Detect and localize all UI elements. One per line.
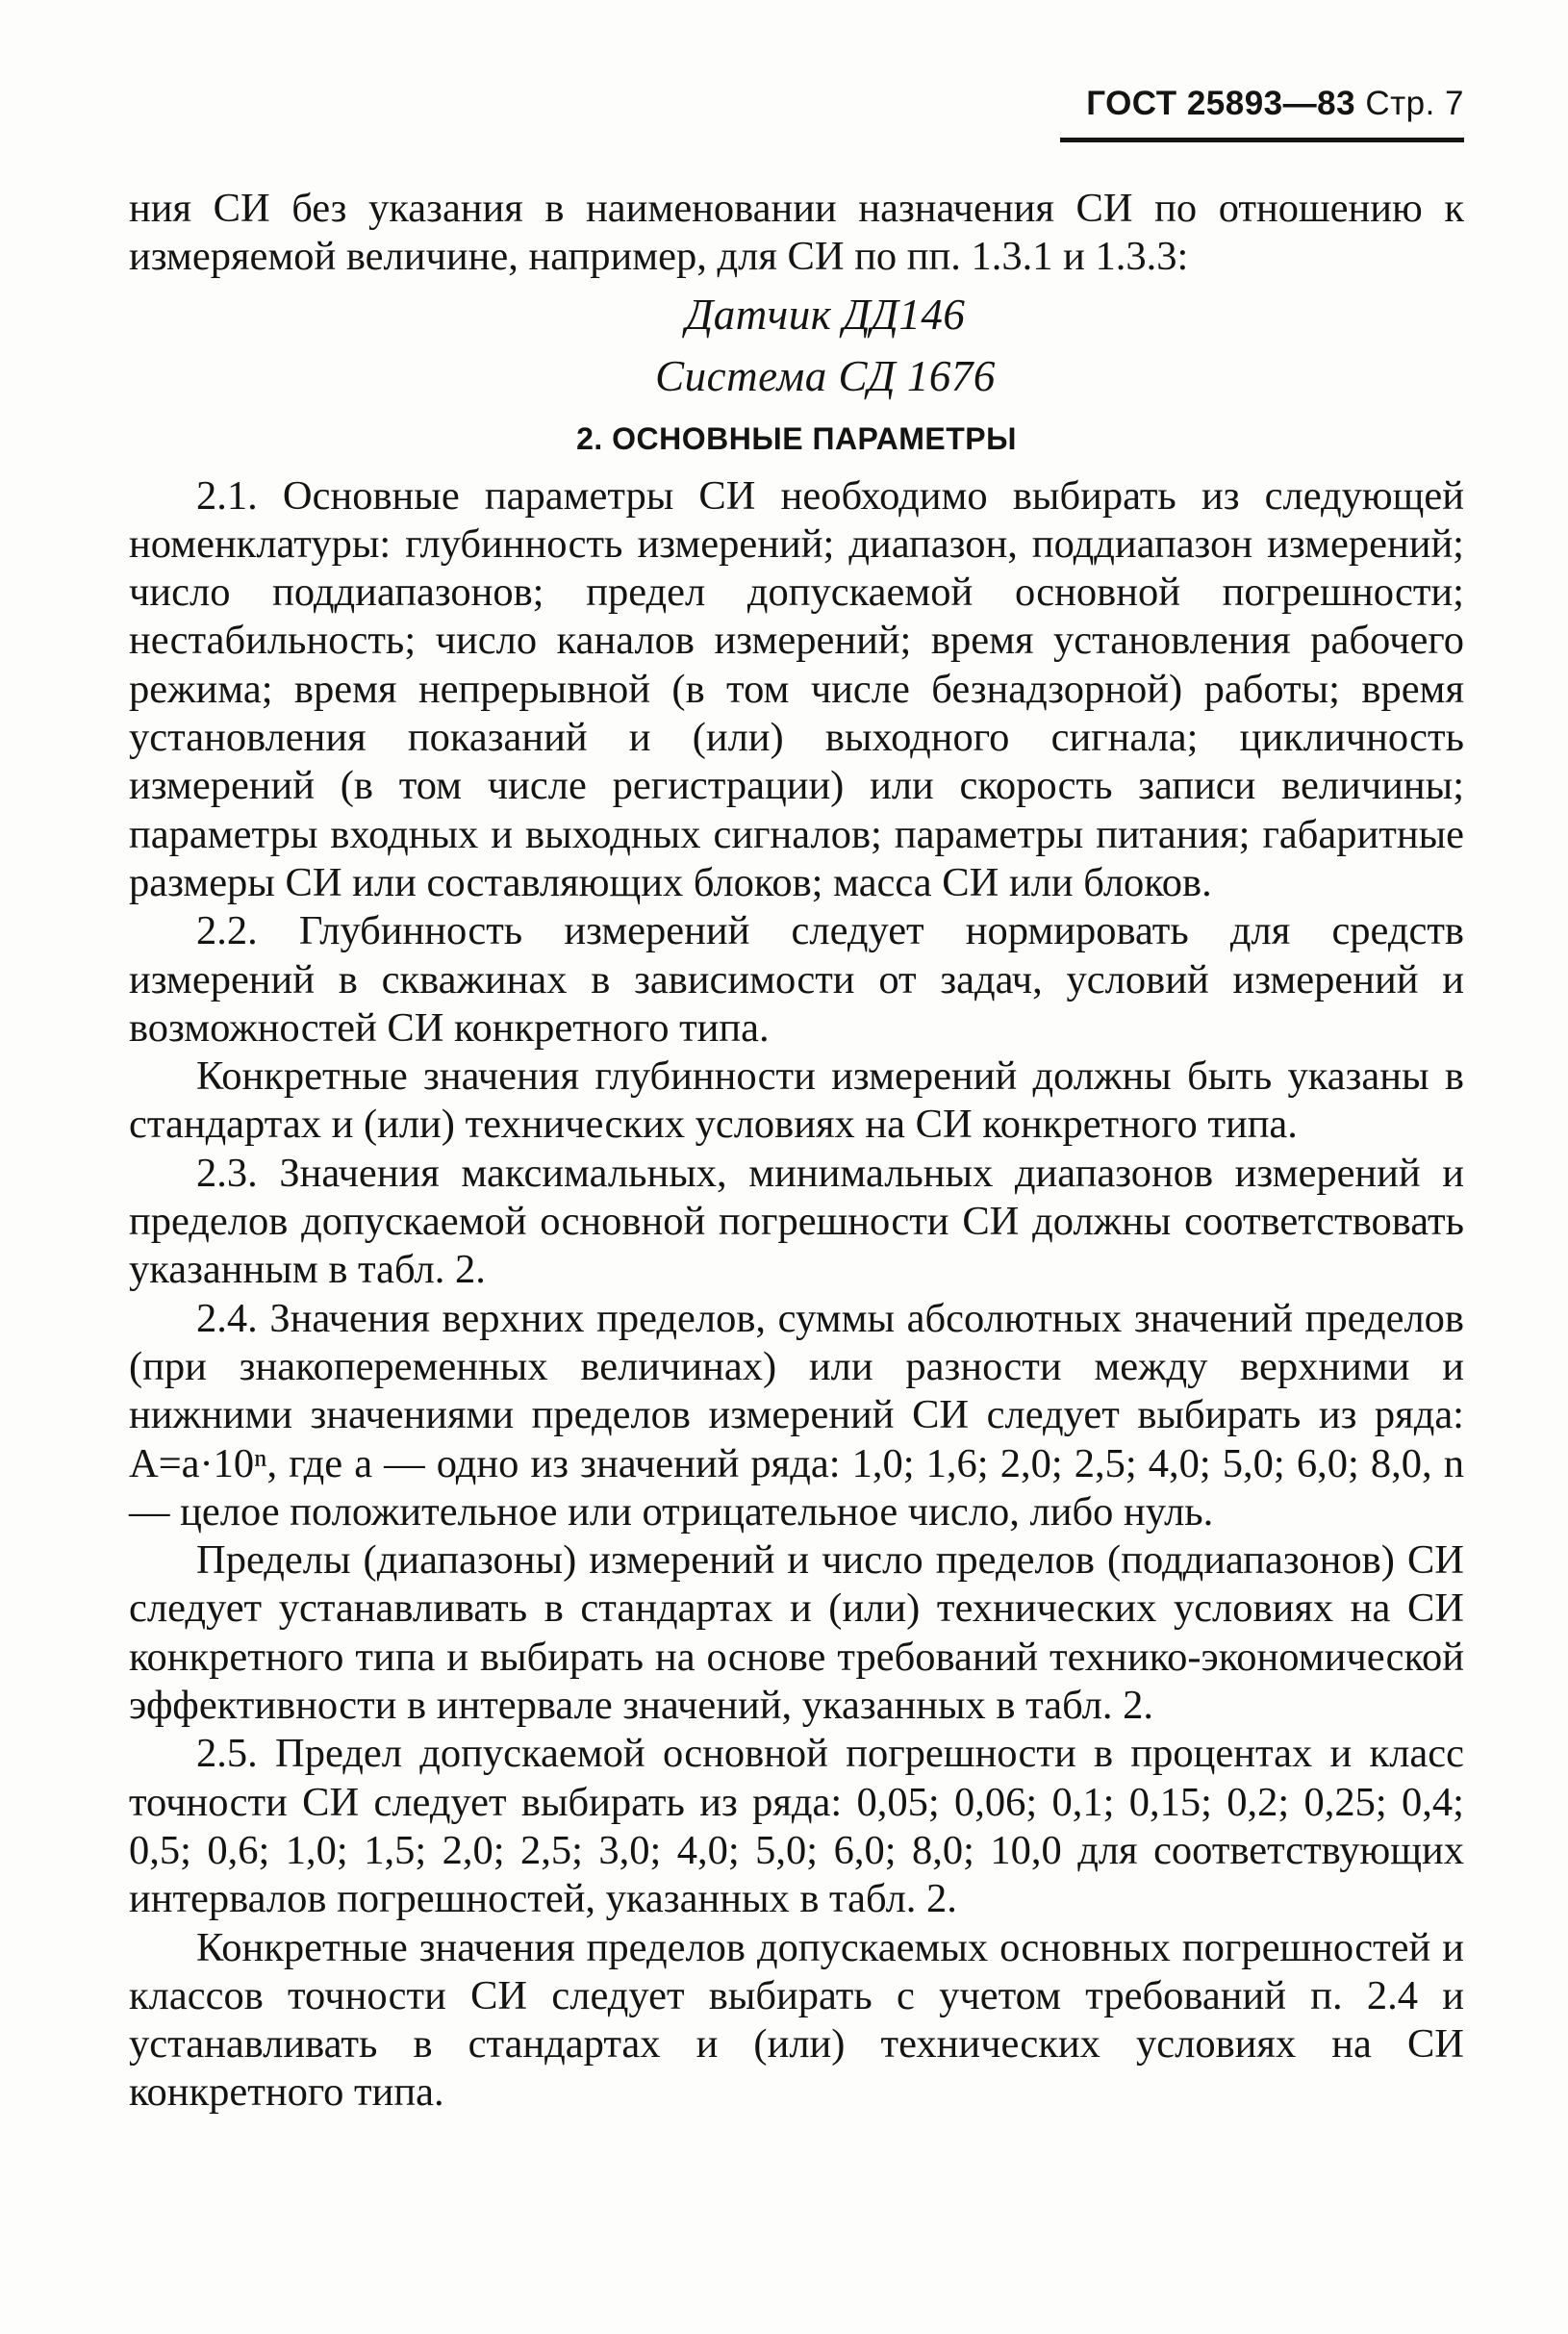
page-header	[1060, 85, 1464, 123]
paragraph-2-2-note: Конкретные значения глубинности измерений должны быть указаны в стандартах и (или) технических условиях на СИ конкретного типа.	[129, 1053, 1464, 1148]
header-rule	[1060, 138, 1464, 142]
example-sensor: Датчик ДД146	[685, 290, 966, 339]
paragraph-2-2: 2.2. Глубинность измерений следует нормировать для средств измерений в скважинах в зависимости от задач, условий измерений и возможностей СИ конкретного типа.	[129, 908, 1464, 1051]
paragraph-2-5: 2.5. Предел допускаемой основной погрешности в процентах и класс точности СИ следует выбирать из ряда: 0,05; 0,06; 0,1; 0,15; 0,2; 0,25; 0,4; 0,5; 0,6; 1,0; 1,5; 2,0; 2,5; 3,0; 4,0; 5,0; 6,0; 8,0; 10,0 для соответствующих интервалов погрешностей, указанных в табл. 2.	[129, 1731, 1464, 1922]
paragraph-2-5-note: Конкретные значения пределов допускаемых основных погрешностей и классов точности СИ следует выбирать с учетом требований п. 2.4 и устанавливать в стандартах и (или) технических условиях на СИ конкретного типа.	[129, 1924, 1464, 2116]
paragraph-2-1: 2.1. Основные параметры СИ необходимо выбирать из следующей номенклатуры: глубинность измерений; диапазон, поддиапазон измерений; число поддиапазонов; предел допускаемой основной погрешности; нестабильность; число каналов измерений; время установления рабочего режима; время непрерывной (в том числе безнадзорной) работы; время установления показаний и (или) выходного сигнала; цикличность измерений (в том числе регистрации) или скорость записи величины; параметры входных и выходных сигналов; параметры питания; габаритные размеры СИ или составляющих блоков; масса СИ или блоков.	[129, 472, 1464, 905]
example-system: Система СД 1676	[655, 351, 996, 400]
paragraph-2-3: 2.3. Значения максимальных, минимальных диапазонов измерений и пределов допускаемой основной погрешности СИ должны соответствовать указанным в табл. 2.	[129, 1150, 1464, 1293]
paragraph-2-4: 2.4. Значения верхних пределов, суммы абсолютных значений пределов (при знакопеременных величинах) или разности между верхними и нижними значениями пределов измерений СИ следует выбирать из ряда: A=a·10ⁿ, где a — одно из значений ряда: 1,0; 1,6; 2,0; 2,5; 4,0; 5,0; 6,0; 8,0, n — целое положительное или отрицательное число, либо нуль.	[129, 1295, 1464, 1535]
page-number: Стр. 7	[1365, 85, 1464, 122]
page-content	[129, 185, 1464, 2118]
section-title: 2. ОСНОВНЫЕ ПАРАМЕТРЫ	[576, 420, 1017, 456]
paragraph-2-4-note: Пределы (диапазоны) измерений и число пределов (поддиапазонов) СИ следует устанавливать в стандартах и (или) технических условиях на СИ конкретного типа и выбирать на основе требований технико-экономической эффективности в интервале значений, указанных в табл. 2.	[129, 1537, 1464, 1729]
intro-paragraph: ния СИ без указания в наименовании назначения СИ по отношению к измеряемой величине, например, для СИ по пп. 1.3.1 и 1.3.3:	[129, 186, 1464, 280]
standard-number: ГОСТ 25893—83	[1086, 85, 1356, 122]
